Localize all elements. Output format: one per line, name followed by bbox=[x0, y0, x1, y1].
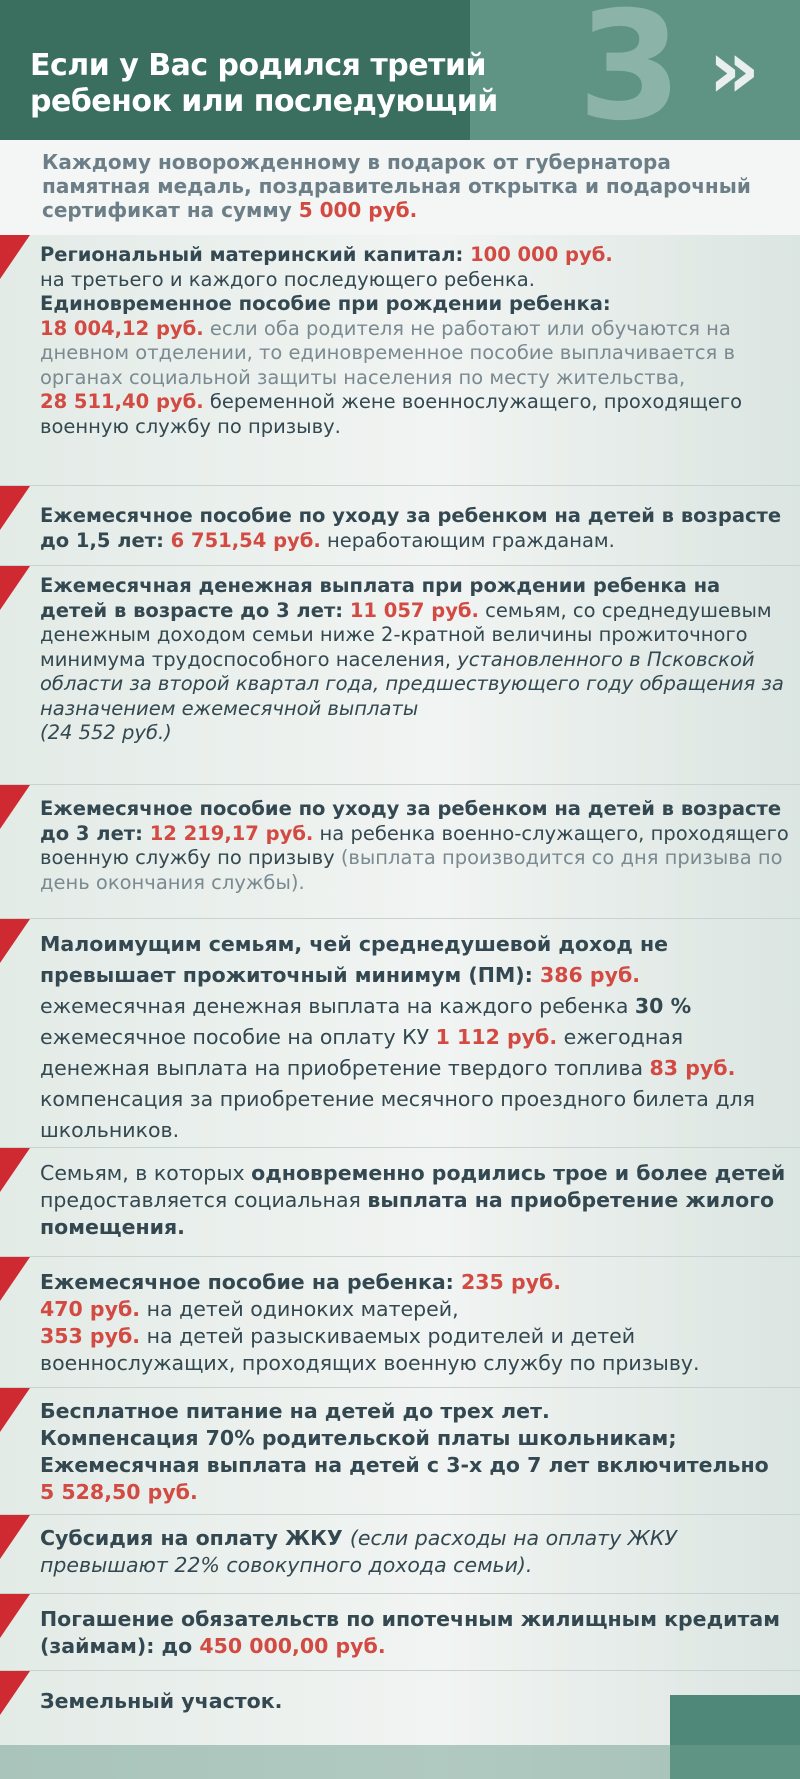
section-mortgage bbox=[0, 1594, 800, 1670]
intro-block bbox=[0, 140, 800, 235]
military-care-note: (выплата производится со дня призыва по день окончания службы). bbox=[40, 846, 783, 894]
low-income-label: Малоимущим семьям, чей среднедушевой доход не превышает прожиточный минимум (ПМ): bbox=[40, 932, 669, 987]
lump-sum-label: Единовременное пособие при рождении ребенка: bbox=[40, 292, 611, 315]
housing-bold: выплата на приобретение жилого помещения. bbox=[40, 1188, 775, 1239]
compensation-text: Компенсация 70% родительской платы школьникам; bbox=[40, 1426, 677, 1450]
header-big-number: 3 bbox=[577, 0, 682, 140]
intro-main: Каждому новорожденному в подарок от губернатора памятная медаль, поздравительная открытка и подарочный сертификат на сумму bbox=[42, 150, 751, 222]
military-child-desc: на детей разыскиваемых родителей и детей военнослужащих, проходящих военную службу по призыву. bbox=[40, 1324, 700, 1375]
capital-desc: на третьего и каждого последующего ребенка. bbox=[40, 267, 535, 291]
section-housing-subsidy bbox=[0, 1515, 800, 1593]
monthly-payment-amount: 11 057 руб. bbox=[349, 598, 479, 622]
fuel-desc: ежегодная денежная выплата на приобретение твердого топлива bbox=[40, 1025, 684, 1080]
section-triplets-housing bbox=[0, 1148, 800, 1256]
allowance-amount: 235 руб. bbox=[461, 1270, 562, 1294]
section-childcare-3y-military bbox=[0, 785, 800, 918]
red-triangle-marker bbox=[0, 566, 30, 610]
section-text bbox=[40, 1269, 790, 1377]
per-child-desc: ежемесячная денежная выплата на каждого ребенка bbox=[40, 994, 635, 1018]
footer-strip bbox=[0, 1745, 800, 1779]
section-text bbox=[40, 1525, 790, 1579]
red-triangle-marker bbox=[0, 1594, 30, 1638]
mortgage-label: Погашение обязательств по ипотечным жилищным кредитам (займам): до bbox=[40, 1607, 780, 1658]
red-triangle-marker bbox=[0, 785, 30, 829]
capital-label: Региональный материнский капитал: bbox=[40, 243, 471, 266]
section-text bbox=[40, 504, 790, 553]
free-meals-text: Бесплатное питание на детей до трех лет. bbox=[40, 1399, 550, 1423]
per-child-percent: 30 % bbox=[634, 994, 692, 1018]
military-care-label: Ежемесячное пособие по уходу за ребенком на детей в возрасте до 3 лет: bbox=[40, 797, 782, 845]
military-care-amount: 12 219,17 руб. bbox=[149, 821, 314, 845]
subsidy-note: (если расходы на оплату ЖКУ превышают 22% совокупного дохода семьи). bbox=[40, 1526, 677, 1577]
triplets-bold: одновременно родились трое и более детей bbox=[251, 1161, 786, 1185]
mortgage-amount: 450 000,00 руб. bbox=[199, 1634, 386, 1658]
header-banner bbox=[0, 0, 800, 140]
section-text bbox=[40, 929, 790, 1146]
monthly-payment-italic: установленного в Псковской области за второй квартал года, предшествующего году обращения за назначением ежемесячной выплаты bbox=[40, 647, 784, 720]
transport-desc: компенсация за приобретение месячного проездного билета для школьников. bbox=[40, 1087, 755, 1142]
living-wage-amount: (24 552 руб.) bbox=[40, 721, 172, 744]
childcare-amount: 6 751,54 руб. bbox=[170, 528, 321, 552]
land-plot-text: Земельный участок. bbox=[40, 1689, 283, 1713]
intro-text bbox=[42, 150, 782, 222]
allowance-label: Ежемесячное пособие на ребенка: bbox=[40, 1270, 462, 1294]
lump-sum-amount: 18 004,12 руб. bbox=[40, 316, 204, 340]
single-mother-desc: на детей одиноких матерей, bbox=[140, 1297, 459, 1321]
red-triangle-marker bbox=[0, 1148, 30, 1192]
section-text bbox=[40, 1606, 790, 1660]
red-triangle-marker bbox=[0, 486, 30, 530]
single-mother-amount: 470 руб. bbox=[40, 1297, 141, 1321]
low-income-amount: 386 руб. bbox=[540, 963, 641, 987]
triplets-intro: Семьям, в которых bbox=[40, 1161, 252, 1185]
childcare-label: Ежемесячное пособие по уходу за ребенком на детей в возрасте до 1,5 лет: bbox=[40, 504, 782, 552]
intro-amount: 5 000 руб. bbox=[298, 198, 418, 222]
subsidy-label: Субсидия на оплату ЖКУ bbox=[40, 1526, 350, 1550]
red-triangle-marker bbox=[0, 1388, 30, 1432]
childcare-desc: неработающим гражданам. bbox=[320, 528, 615, 552]
capital-amount: 100 000 руб. bbox=[470, 243, 613, 266]
section-text bbox=[40, 243, 790, 439]
military-child-amount: 353 руб. bbox=[40, 1324, 141, 1348]
military-wife-desc: беременной жене военнослужащего, проходящего военную службу по призыву. bbox=[40, 390, 743, 438]
section-text bbox=[40, 1398, 790, 1506]
fuel-amount: 83 руб. bbox=[649, 1056, 736, 1080]
section-child-allowance bbox=[0, 1257, 800, 1387]
monthly-payment-label: Ежемесячная денежная выплата при рождении ребенка на детей в возрасте до 3 лет: bbox=[40, 574, 721, 622]
monthly-payment-desc: семьям, со среднедушевым денежным доходом семьи ниже 2-кратной величины прожиточного минимума трудоспособного населения, bbox=[40, 598, 772, 671]
red-triangle-marker bbox=[0, 1671, 30, 1715]
preschool-payment-amount: 5 528,50 руб. bbox=[40, 1480, 198, 1504]
section-text bbox=[40, 574, 790, 746]
section-maternal-capital bbox=[0, 235, 800, 485]
section-text bbox=[40, 797, 790, 895]
section-childcare-1-5 bbox=[0, 486, 800, 565]
section-free-meals bbox=[0, 1388, 800, 1514]
header-arrow-icon: » bbox=[708, 23, 760, 116]
red-triangle-marker bbox=[0, 919, 30, 963]
military-care-desc: на ребенка военно-служащего, проходящего военную службу по призыву bbox=[40, 821, 789, 869]
triplets-mid: предоставляется социальная bbox=[40, 1188, 368, 1212]
preschool-payment-label: Ежемесячная выплата на детей с 3-х до 7 лет включительно bbox=[40, 1453, 769, 1477]
utilities-desc: ежемесячное пособие на оплату КУ bbox=[40, 1025, 436, 1049]
lump-sum-desc: если оба родителя не работают или обучаются на дневном отделении, то единовременное пособие выплачивается в органах социальной защиты населения по месту жительства, bbox=[40, 316, 735, 389]
red-triangle-marker bbox=[0, 1515, 30, 1559]
page-title: Если у Вас родился третий ребенок или последующий bbox=[30, 48, 498, 119]
section-text bbox=[40, 1160, 790, 1241]
section-low-income bbox=[0, 919, 800, 1147]
red-triangle-marker bbox=[0, 1257, 30, 1301]
military-wife-amount: 28 511,40 руб. bbox=[40, 390, 204, 413]
utilities-amount: 1 112 руб. bbox=[435, 1025, 558, 1049]
red-triangle-marker bbox=[0, 235, 30, 279]
section-monthly-payment-3y bbox=[0, 566, 800, 784]
